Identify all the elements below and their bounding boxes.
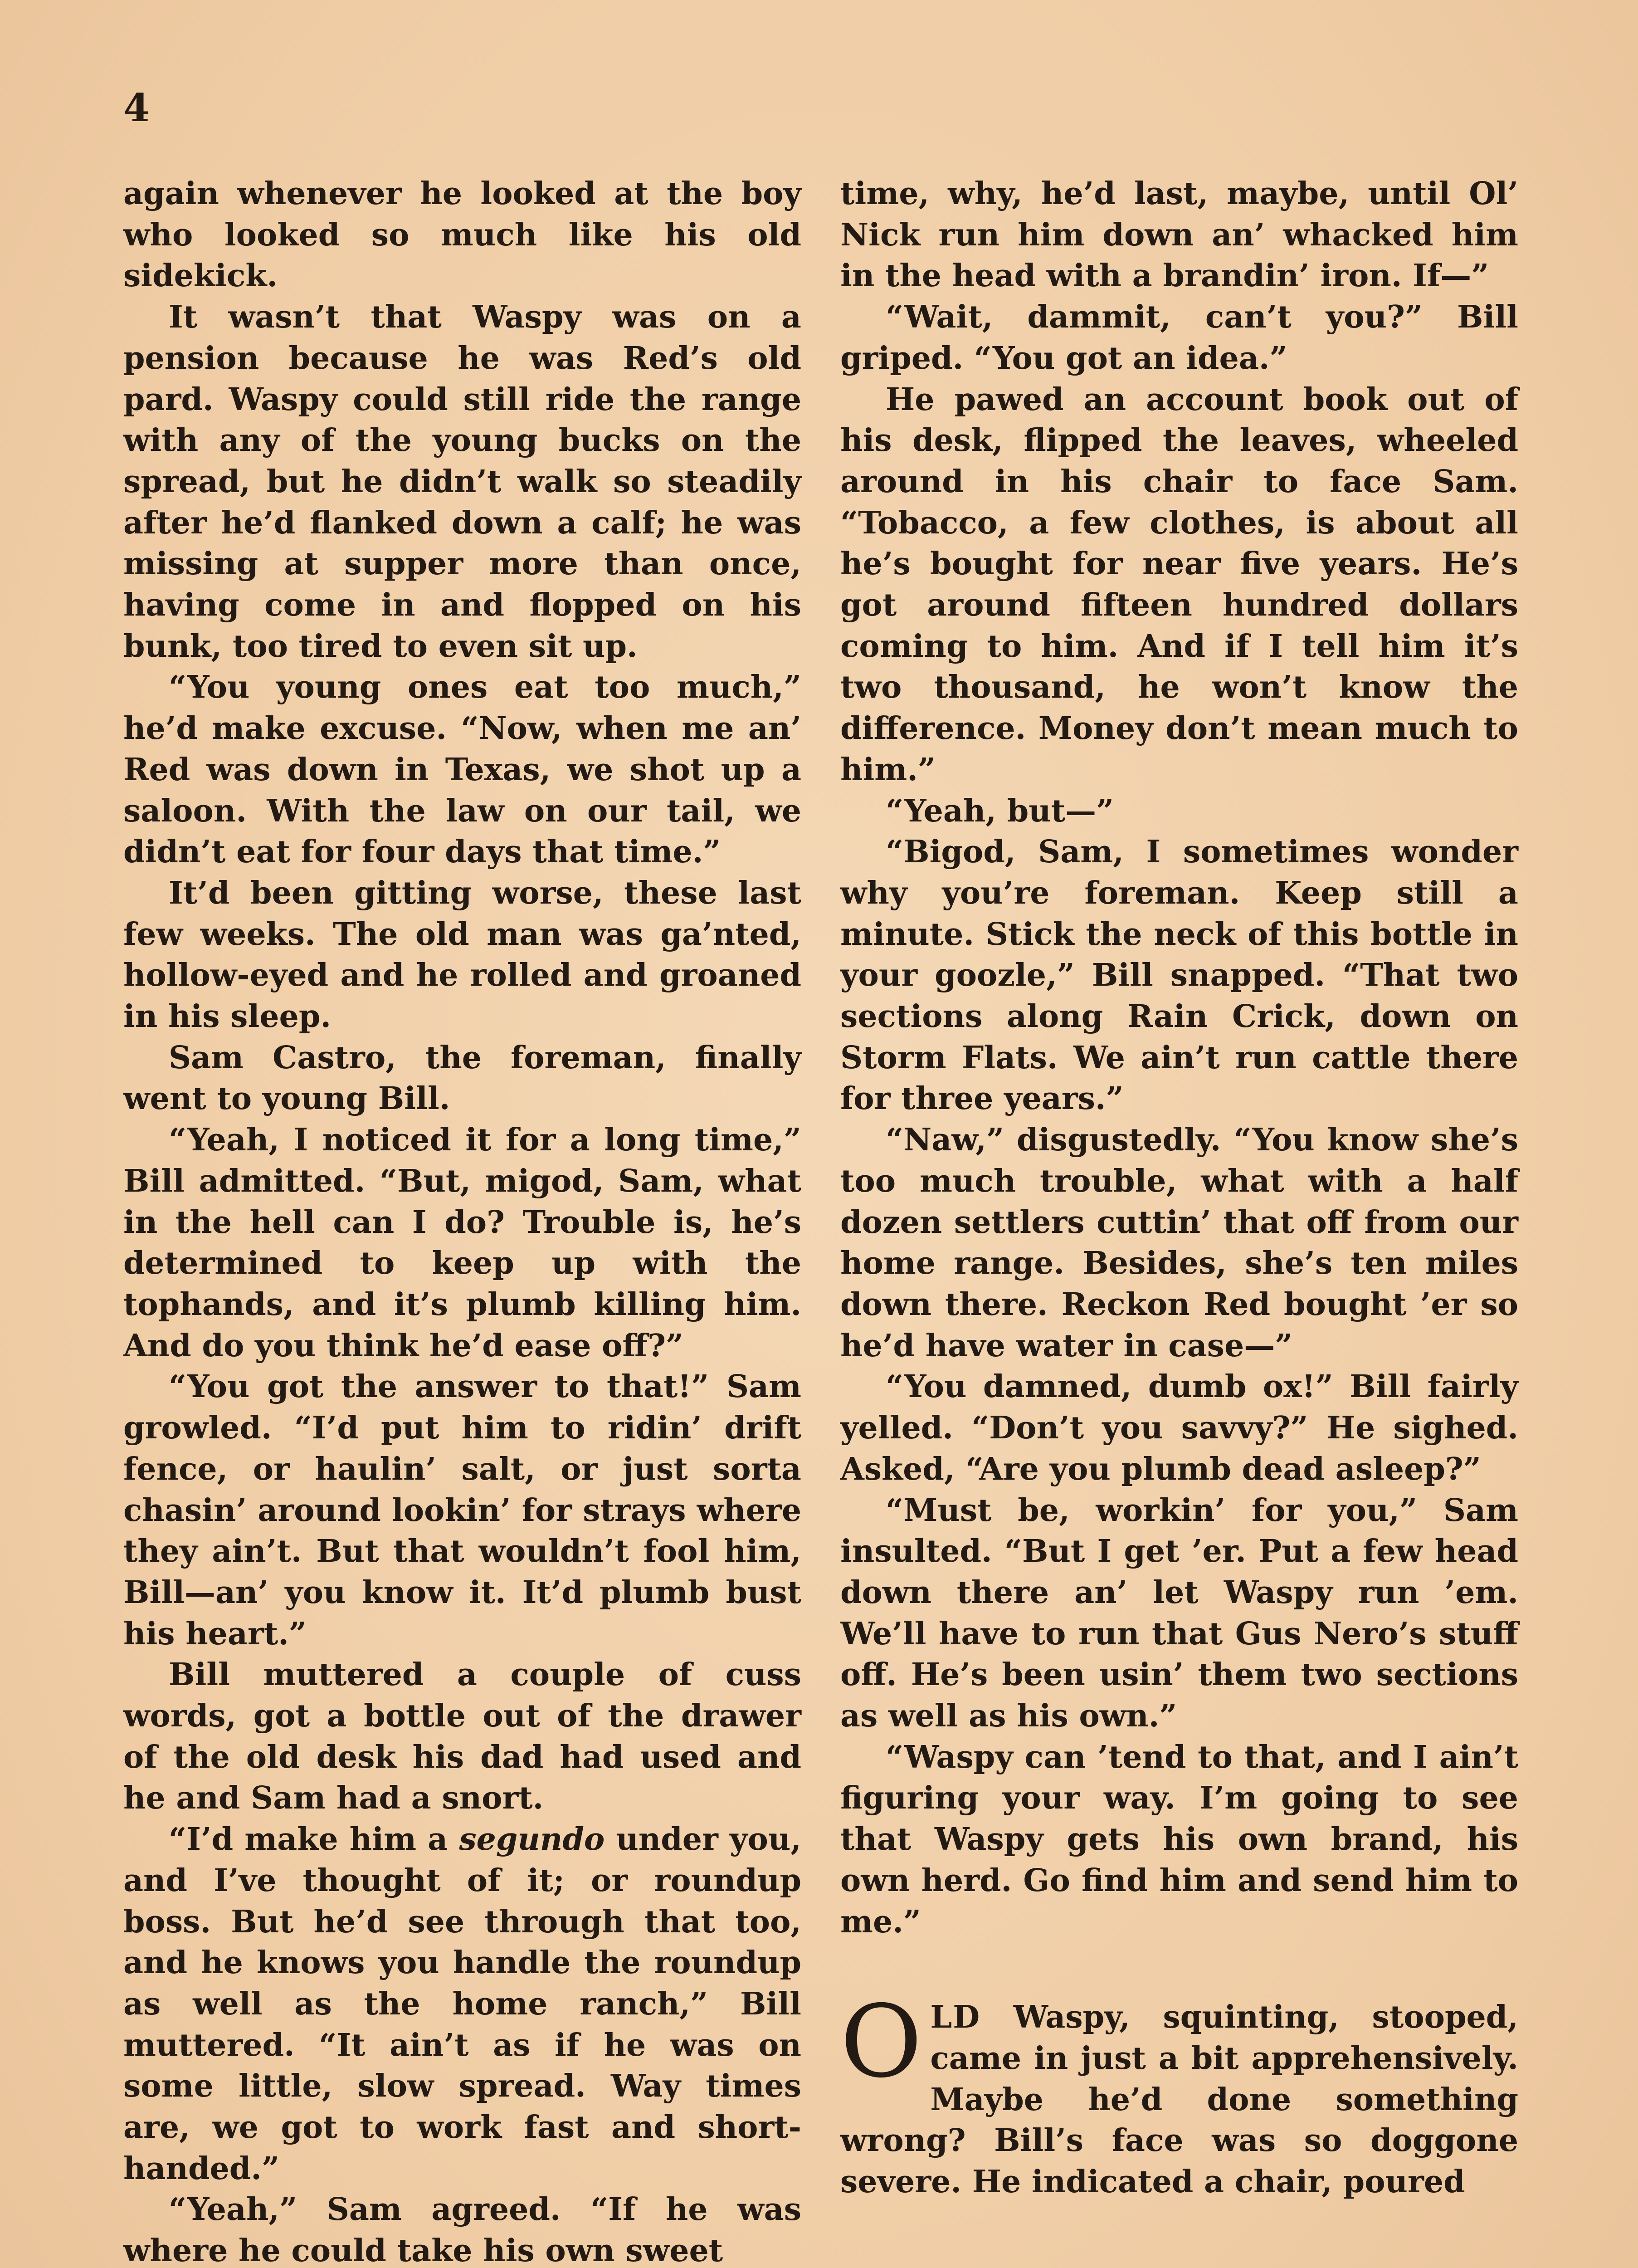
section-break [840, 1942, 1518, 1997]
paragraph: “Must be, workin’ for you,” Sam insulted. “But I get ’er. Put a few head down there an’ let Waspy run ’em. We’ll have to run that Gus Nero’s stuff off. He’s been usin’ them two sections as well as his own.” [840, 1492, 1518, 1735]
drop-cap: O [840, 1984, 922, 2100]
paragraph: “You damned, dumb ox!” Bill fairly yelled. “Don’t you savvy?” He sighed. Asked, “Are you plumb dead asleep?” [840, 1369, 1518, 1487]
right-column [840, 173, 1518, 2203]
paragraph: Bill muttered a couple of cuss words, got a bottle out of the drawer of the old desk his dad had used and he and Sam had a snort. [123, 1657, 801, 1817]
section-opening-paragraph [840, 1984, 1518, 2203]
paragraph: It wasn’t that Waspy was on a pension because he was Red’s old pard. Waspy could still ride the range with any of the young bucks on the spread, but he didn’t walk so steadily after he’d flanked down a calf; he was missing at supper more than once, having come in and flopped on his bunk, too tired to even sit up. [123, 299, 801, 665]
paragraph: “Bigod, Sam, I sometimes wonder why you’re foreman. Keep still a minute. Stick the neck of this bottle in your goozle,” Bill snapped. “That two sections along Rain Crick, down on Storm Flats. We ain’t run cattle there for three years.” [840, 834, 1518, 1117]
paragraph: Sam Castro, the foreman, finally went to young Bill. [123, 1039, 801, 1117]
paragraph: “Waspy can ’tend to that, and I ain’t figuring your way. I’m going to see that Waspy gets his own brand, his own herd. Go find him and send him to me.” [840, 1739, 1518, 1940]
paragraph: “You young ones eat too much,” he’d make excuse. “Now, when me an’ Red was down in Texas, we shot up a saloon. With the law on our tail, we didn’t eat for four days that time.” [123, 669, 801, 870]
paragraph: again whenever he looked at the boy who looked so much like his old sidekick. [123, 176, 801, 294]
section-opening-text: Waspy, squinting, stooped, came in just a bit apprehensively. Maybe he’d done something wrong? Bill’s face was so doggone severe. He indicated a chair, poured [840, 1999, 1518, 2200]
page-number: 4 [123, 85, 150, 130]
paragraph: He pawed an account book out of his desk, flipped the leaves, wheeled around in his chair to face Sam. “Tobacco, a few clothes, is about all he’s bought for near five years. He’s got around fifteen hundred dollars coming to him. And if I tell him it’s two thousand, he won’t know the difference. Money don’t mean much to him.” [840, 381, 1518, 788]
lead-in-caps: LD [930, 1999, 981, 2036]
paragraph: time, why, he’d last, maybe, until Ol’ Nick run him down an’ whacked him in the head with a brandin’ iron. If—” [840, 176, 1518, 294]
paragraph: “Wait, dammit, can’t you?” Bill griped. “You got an idea.” [840, 299, 1518, 376]
paragraph: It’d been gitting worse, these last few weeks. The old man was ga’nted, hollow-eyed and he rolled and groaned in his sleep. [123, 875, 801, 1035]
paragraph: “Yeah, I noticed it for a long time,” Bill admitted. “But, migod, Sam, what in the hell can I do? Trouble is, he’s determined to keep up with the tophands, and it’s plumb killing him. And do you think he’d ease off?” [123, 1122, 801, 1364]
paragraph: “Yeah, but—” [886, 792, 1114, 829]
paragraph: “Naw,” disgustedly. “You know she’s too much trouble, what with a half dozen settlers cuttin’ that off from our home range. Besides, she’s ten miles down there. Reckon Red bought ’er so he’d have water in case—” [840, 1122, 1518, 1364]
italic-word: segundo [459, 1821, 605, 1858]
left-column [123, 173, 801, 2268]
paragraph: “Yeah,” Sam agreed. “If he was where he could take his own sweet [123, 2191, 801, 2268]
paragraph: “I’d make him a segundo under you, and I’ve thought of it; or roundup boss. But he’d see through that too, and he knows you handle the roundup as well as the home ranch,” Bill muttered. “It ain’t as if he was on some little, slow spread. Way times are, we got to work fast and short-handed.” [123, 1821, 801, 2187]
paragraph: “You got the answer to that!” Sam growled. “I’d put him to ridin’ drift fence, or haulin’ salt, or just sorta chasin’ around lookin’ for strays where they ain’t. But that wouldn’t fool him, Bill—an’ you know it. It’d plumb bust his heart.” [123, 1369, 801, 1652]
